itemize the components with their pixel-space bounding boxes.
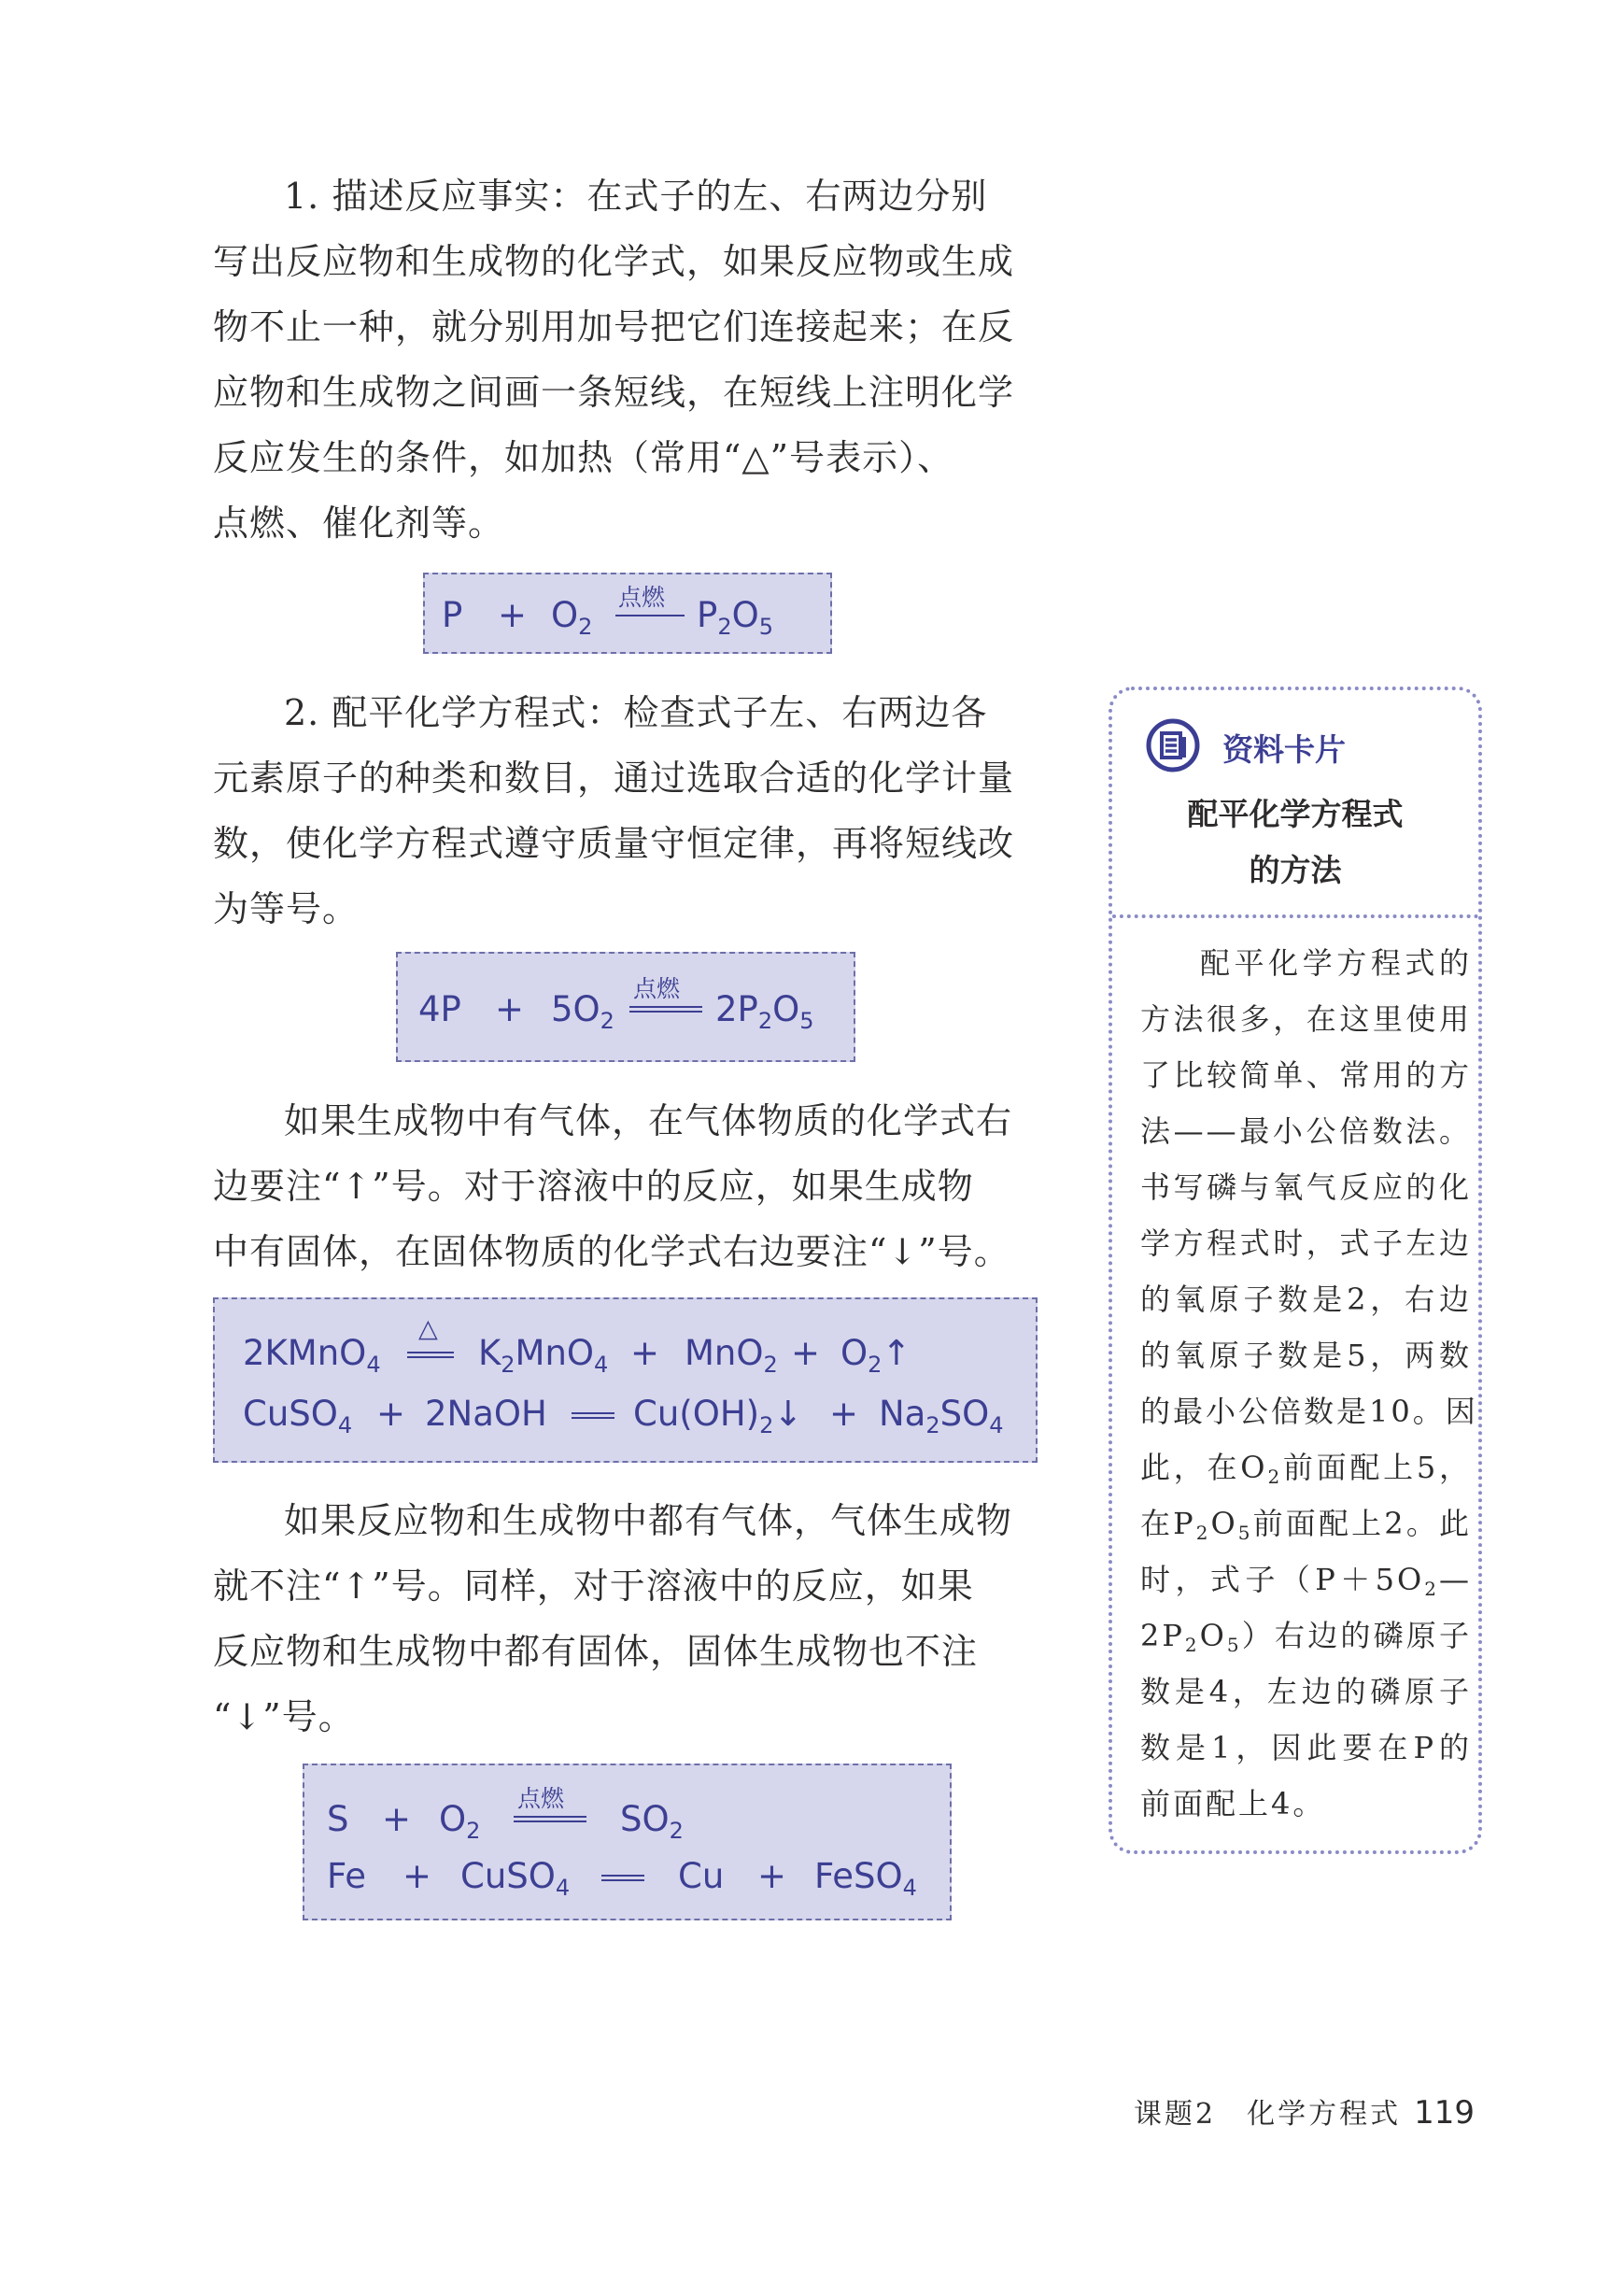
formula-term: $O_2$ (439, 1799, 481, 1844)
text-line: 书写磷与氧气反应的化 (1140, 1169, 1472, 1205)
plus-sign: + (630, 1333, 660, 1373)
formula-term: $O_2$ (551, 595, 593, 640)
text-line: 的氧原子数是2，右边 (1140, 1282, 1472, 1317)
text-line: 数，使化学方程式遵守质量守恒定律，再将短线改 (213, 823, 1015, 864)
equation-box-2 (396, 952, 855, 1062)
text-line: 的最小公倍数是10。因 (1140, 1394, 1478, 1429)
equation-box-3 (213, 1297, 1038, 1463)
text-line: 学方程式时，式子左边 (1140, 1225, 1472, 1261)
text-line: $2P_2O_5$）右边的磷原子 (1140, 1618, 1472, 1656)
formula-term: 2NaOH (425, 1394, 547, 1434)
text-line: 写出反应物和生成物的化学式，如果反应物或生成 (213, 241, 1015, 282)
formula-term: $SO_2$ (620, 1799, 684, 1844)
formula-term: CuSO$_4$ (243, 1394, 353, 1438)
page-number: 119 (1414, 2094, 1475, 2132)
text-line: 元素原子的种类和数目，通过选取合适的化学计量 (213, 758, 1015, 799)
formula-term: $K_2MnO_4$ (478, 1333, 609, 1378)
text-line: 数是1，因此要在P的 (1140, 1730, 1472, 1765)
text-line: 如果反应物和生成物中都有气体，气体生成物 (284, 1500, 1013, 1541)
formula-term: S (327, 1799, 349, 1839)
text-line: 此，在$O_2$前面配上5， (1140, 1450, 1472, 1488)
text-line: 时，式子（$P+5O_2—$ (1140, 1562, 1472, 1600)
formula-term: MnO$_2$ (685, 1333, 778, 1378)
plus-sign: + (495, 989, 525, 1029)
plus-sign: + (402, 1856, 432, 1896)
text-line: “↓”号。 (213, 1696, 355, 1737)
paragraph-3 (213, 1088, 1035, 1284)
info-card-body (1140, 935, 1478, 1832)
formula-term: $Cu(OH)_2↓$ (633, 1394, 803, 1438)
info-card-label: 资料卡片 (1222, 731, 1346, 768)
formula-term: $O_2↑$ (840, 1333, 911, 1378)
reaction-line (615, 615, 685, 616)
text-line: 在$P_2O_5$前面配上2。此 (1140, 1506, 1472, 1544)
text-line: 1. 描述反应事实：在式子的左、右两边分别 (284, 176, 988, 217)
text-line: 物不止一种，就分别用加号把它们连接起来；在反 (213, 306, 1015, 347)
text-line: 前面配上4。 (1140, 1786, 1326, 1821)
paragraph-1 (213, 163, 1035, 556)
formula-term: FeSO$_4$ (814, 1856, 917, 1901)
document-icon (1146, 718, 1200, 772)
text-line: 边要注“↑”号。对于溶液中的反应，如果生成物 (213, 1166, 974, 1207)
plus-sign: + (829, 1394, 859, 1434)
info-card-title: 配平化学方程式 的方法 (1187, 796, 1404, 888)
text-line: 中有固体，在固体物质的化学式右边要注“↓”号。 (213, 1231, 1010, 1272)
equation-box-4 (303, 1764, 952, 1920)
equals-sign (407, 1352, 454, 1358)
text-line: 点燃、催化剂等。 (213, 503, 505, 544)
text-line: 数是4，左边的磷原子 (1140, 1674, 1472, 1709)
paragraph-2 (213, 680, 1035, 942)
text-line: 反应物和生成物中都有固体，固体生成物也不注 (213, 1631, 979, 1672)
formula-term: Cu (678, 1856, 725, 1896)
page-footer (1134, 2090, 1475, 2132)
equals-sign (514, 1816, 586, 1822)
equation-box-1 (423, 573, 832, 654)
reaction-condition: 点燃 (517, 1785, 565, 1812)
text-line: 如果生成物中有气体，在气体物质的化学式右 (284, 1100, 1013, 1141)
divider (1112, 914, 1478, 918)
plus-sign: + (498, 595, 528, 635)
text-line: 反应发生的条件，如加热（常用“△”号表示）、 (213, 437, 954, 478)
text-line: 为等号。 (213, 888, 360, 929)
equals-sign (629, 1006, 702, 1013)
formula-term: $Na_2SO_4$ (879, 1394, 1004, 1438)
text-line: 的氧原子数是5，两数 (1140, 1338, 1472, 1373)
heat-condition: △ (418, 1314, 438, 1343)
formula-term: 4P (418, 989, 461, 1029)
paragraph-4 (213, 1488, 1035, 1750)
text-line: 配平化学方程式的 (1200, 945, 1472, 981)
formula-term: Fe (327, 1856, 367, 1896)
running-header-topic: 课题2 化学方程式 (1134, 2098, 1402, 2131)
equals-sign (572, 1412, 614, 1419)
formula-term: P (442, 595, 463, 635)
reaction-condition: 点燃 (633, 975, 681, 1002)
plus-sign: + (791, 1333, 821, 1373)
text-line: 2. 配平化学方程式：检查式子左、右两边各 (284, 692, 988, 733)
formula-term: $5O_2$ (551, 989, 614, 1034)
formula-term: $2P_2O_5$ (715, 989, 814, 1034)
text-line: 应物和生成物之间画一条短线，在短线上注明化学 (213, 372, 1015, 413)
plus-sign: + (757, 1856, 787, 1896)
text-line: 了比较简单、常用的方 (1140, 1057, 1472, 1093)
equals-sign (601, 1875, 644, 1881)
plus-sign: + (376, 1394, 406, 1434)
plus-sign: + (382, 1799, 412, 1839)
text-line: 就不注“↑”号。同样，对于溶液中的反应，如果 (213, 1565, 974, 1607)
text-line: 方法很多，在这里使用 (1140, 1001, 1472, 1037)
info-card-sidebar (1109, 687, 1482, 1854)
formula-term: 2KMnO$_4$ (243, 1333, 381, 1378)
text-line: 法——最小公倍数法。 (1140, 1113, 1472, 1149)
formula-term: $P_2O_5$ (697, 595, 773, 640)
formula-term: CuSO$_4$ (460, 1856, 571, 1901)
reaction-condition: 点燃 (618, 584, 666, 611)
